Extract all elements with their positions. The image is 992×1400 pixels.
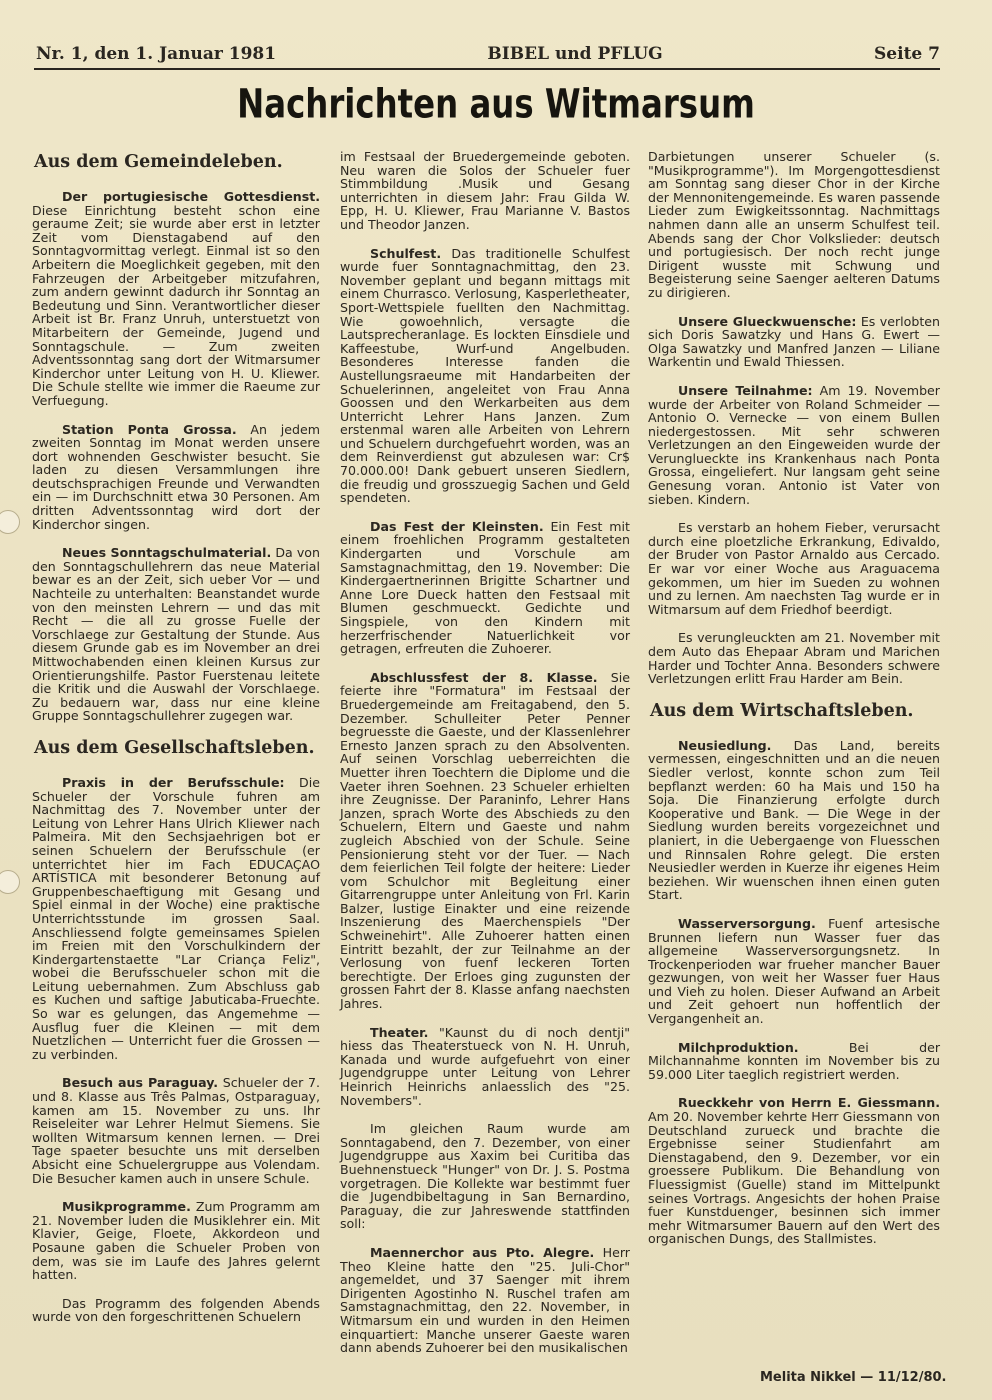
article-headline: Neues Sonntagschulmaterial. [62,545,272,561]
article-paragraph [32,1200,320,1282]
article-paragraph [340,671,630,1011]
column-2 [340,150,630,1370]
article [340,1026,630,1108]
section-heading: Aus dem Gemeindeleben. [34,152,283,172]
article-paragraph [340,247,630,505]
running-header [36,44,940,64]
article-headline: Rueckkehr von Herrn E. Giessmann. [678,1095,940,1111]
article [32,423,320,532]
article-headline: Musikprogramme. [62,1199,191,1215]
article [648,521,940,616]
article-paragraph [32,190,320,408]
issue-date: Nr. 1, den 1. Januar 1981 [36,44,277,64]
article-text: Ein Fest mit einem froehlichen Programm gestalteten Kindergarten und Vorschule am Samstagnachmittag, den 19. November: Die Kindergaertnerinnen Brigitte Schartner und Anne Lore Dueck hatten den Festsaal mit Blumen geschmueckt. Gedichte und Singspiele, von den Kindern mit herzerfrischender Natuerlichkeit vor getragen, erfreuten die Zuhoerer. [340,518,630,657]
article-text: Schueler der 7. und 8. Klasse aus Três Palmas, Ostparaguay, kamen am 15. November zu uns. Ihr Reiseleiter war Lehrer Helmut Siemens. Sie wollten Witmarsum kennen lernen. — Drei Tage spaeter besuchte uns mit derselben Absicht eine Schuelergruppe aus Volendam. Die Besucher kamen auch in unsere Schule. [32,1075,321,1186]
article [648,917,940,1026]
article-paragraph [32,546,320,723]
article [340,150,630,232]
article-text: Bei der Milchannahme konnten im November bis zu 59.000 Liter taeglich registriert werden. [648,1039,940,1082]
article-paragraph [340,520,630,656]
article-text: Darbietungen unserer Schueler (s. "Musikprogramme"). Im Morgengottesdienst am Sonntag sang dieser Chor in der Kirche der Mennonitengemeinde. Es waren passende Lieder zum Ewigkeitssonntag. Nachmittags nahmen dann alle an unserm Schulfest teil. Abends sang der Chor Volkslieder: deutsch und portugiesisch. Der noch recht junge Dirigent wusste mit Schwung und Begeisterung seine Saenger aelteren Datums zu dirigieren. [648,149,940,300]
article [340,247,630,505]
article [340,1122,630,1231]
article-headline: Maennerchor aus Pto. Alegre. [370,1244,595,1260]
article [32,776,320,1061]
article [340,671,630,1011]
article-headline: Unsere Teilnahme: [678,382,813,398]
article-text: Es verstarb an hohem Fieber, verursacht durch eine ploetzliche Erkrankung, Edivaldo, der Bruder von Pastor Arnaldo aus Cercado. Er war vor einer Woche aus Araguacema gekommen, um hier im Sueden zu wohnen und zu lernen. Am naechsten Tag wurde er in Witmarsum auf dem Friedhof beerdigt. [648,520,940,617]
article [648,1041,940,1082]
author-signature: Melita Nikkel — 11/12/80. [760,1370,947,1385]
article-text: Das Land, bereits vermessen, eingeschnitten und an die neuen Siedler verlost, konnte schon zum Teil bepflanzt werden: 60 ha Mais und 150 ha Soja. Die Finanzierung erfolgte durch Kooperative und Bank. — Die Wege in der Siedlung wurden bereits vorgezeichnet und planiert, in die Uebergaenge von Fluesschen und Rinnsalen Rohre gelegt. Die ersten Neusiedler werden in Kuerze ihr eigenes Heim beziehen. Wir wuenschen ihnen einen guten Start. [648,737,940,903]
article-text: Diese Einrichtung besteht schon eine geraume Zeit; sie wurde aber erst in letzter Zeit vom Dienstagabend auf den Sonntagvormittag verlegt. Einmal ist so den Arbeitern die Moeglichkeit gegeben, mit den Fahrzeugen der Arbeitgeber mitzufahren, zum andern gewinnt dadurch ihr Sonntag an Bedeutung und Sinn. Verantwortlicher dieser Arbeit ist Br. Franz Unruh, unterstuetzt von Mitarbeitern der Gemeinde, Jugend und Sonntagschule. — Zum zweiten Adventssonntag sang dort der Witmarsumer Kinderchor unter Leitung von H. U. Kliewer. Die Schule stellte wie immer die Raeume zur Verfuegung. [32,202,320,408]
article-headline: Abschlussfest der 8. Klasse. [370,669,598,685]
article [32,1297,320,1324]
article-paragraph [32,776,320,1061]
article [648,384,940,506]
article-paragraph [648,917,940,1026]
article [648,150,940,300]
article [340,520,630,656]
article-text: im Festsaal der Bruedergemeinde geboten. Neu waren die Solos der Schueler fuer Stimmbildung .Musik und Gesang unterrichten in diesem Jahr: Frau Gilda W. Epp, H. U. Kliewer, Frau Marianne V. Bastos und Theodor Janzen. [340,149,630,232]
article-paragraph [648,1096,940,1246]
paper-name: BIBEL und PFLUG [487,44,663,64]
article [648,315,940,369]
article-paragraph [648,521,940,616]
article-headline: Neusiedlung. [678,737,772,753]
article-text: Am 19. November wurde der Arbeiter von Roland Schmeider — Antonio O. Vernecke — von einem Bullen niedergestossen. Mit sehr schweren Verletzungen an den Eingeweiden wurde der Verunglueckte ins Krankenhaus nach Ponta Grossa, eingeliefert. Nur langsam geht seine Genesung voran. Antonio ist Vater von sieben. Kindern. [648,382,940,507]
article-paragraph [648,631,940,685]
article-text: Es verungleuckten am 21. November mit dem Auto das Ehepaar Abram und Marichen Harder und Tochter Anna. Besonders schwere Verletzungen erlitt Frau Harder am Bein. [648,630,940,687]
article-text: Es verlobten sich Doris Sawatzky und Hans G. Ewert — Olga Sawatzky und Manfred Janzen — Liliane Warkentin und Ewald Thiessen. [648,313,940,370]
article [32,1076,320,1185]
article-text: An jedem zweiten Sonntag im Monat werden unsere dort wohnenden Geschwister besucht. Sie laden zu diesen Versammlungen ihre deutschsprachigen Freunde und Verwandten ein — im Durchschnitt etwa 30 Personen. Am dritten Adventssonntag wird dort der Kinderchor singen. [32,421,320,532]
article-text: Am 20. November kehrte Herr Giessmann von Deutschland zurueck und brachte die Ergebnisse seiner Studienfahrt am Dienstagabend, den 9. Dezember, vor ein groessere Publikum. Die Behandlung von Fluessigmist (Guelle) stand im Mittelpunkt seines Vortrags. Angesichts der hohen Praise fuer Kunstduenger, besinnen sich immer mehr Witmarsumer Bauern auf den Wert des organischen Dungs, des Stallmistes. [648,1109,940,1247]
article-paragraph [340,1122,630,1231]
article [648,631,940,685]
article-paragraph [32,423,320,532]
article-text: Fuenf artesische Brunnen liefern nun Wasser fuer das allgemeine Wasserversorgungsnetz. In Trockenperioden war frueher mancher Bauer gezwungen, von weit her Wasser fuer Haus und Vieh zu holen. Dieser Aufwand an Arbeit und Zeit gehoert nun hoffentlich der Vergangenheit an. [648,915,940,1027]
article [32,1200,320,1282]
article [32,546,320,723]
article-text: Herr Theo Kleine hatte den "25. Juli-Chor" angemeldet, und 37 Saenger mit ihrem Dirigenten Agostinho N. Ruschel trafen am Samstagnachmittag, den 22. November, in Witmarsum ein und wurden in den Heimen einquartiert: Manche unserer Gaeste waren dann abends Zuhoerer bei den musikalischen [340,1244,630,1356]
article [340,1246,630,1355]
article-paragraph [340,150,630,232]
article [648,739,940,902]
article-headline: Theater. [370,1024,429,1040]
article-paragraph [340,1246,630,1355]
article-headline: Der portugiesische Gottesdienst. [62,189,320,204]
article-headline: Das Fest der Kleinsten. [370,518,544,534]
article-text: Das Programm des folgenden Abends wurde von den forgeschrittenen Schuelern [32,1295,320,1325]
article-headline: Wasserversorgung. [678,915,816,931]
article-paragraph [340,1026,630,1108]
article-headline: Besuch aus Paraguay. [62,1075,219,1091]
section-heading: Aus dem Gesellschaftsleben. [34,737,315,758]
article-paragraph [648,384,940,506]
article-paragraph [32,1297,320,1324]
article-text: Da von den Sonntagschullehrern das neue Material bewar es an der Zeit, sich ueber Vor — und Nachteile zu unterhalten: Beanstandet wurde von den meinsten Lehrern — und das mit Recht — die all zu grosse Fuelle der Vorschlaege zur Gestaltung der Stunde. Aus diesem Grunde gab es im November an drei Mittwochabenden einen kleinen Kursus zur Orientierungshilfe. Pastor Fuerstenau leitete die Kritik und die Auswahl der Vorschlaege. Zu bedauern war, dass nur eine kleine Gruppe Sonntagschullehrer zugegen war. [32,545,320,724]
article-paragraph [648,739,940,902]
punch-hole [0,870,20,894]
article-headline: Unsere Glueckwuensche: [678,313,857,329]
article [32,190,320,408]
punch-hole [0,510,20,534]
page-number: Seite 7 [874,44,940,64]
article-paragraph [648,1041,940,1082]
article-text: Im gleichen Raum wurde am Sonntagabend, den 7. Dezember, von einer Jugendgruppe aus Xaxim bei Curitiba das Buehnenstueck "Hunger" von Dr. J. S. Postma vorgetragen. Die Kollekte war bestimmt fuer die Jugendbibeltagung in San Bernardino, Paraguay, die zur Jahreswende stattfinden soll: [340,1121,630,1232]
article-paragraph [648,150,940,300]
article-paragraph [648,315,940,369]
header-rule [34,68,940,70]
column-1 [32,150,320,1339]
article-text: Das traditionelle Schulfest wurde fuer Sonntagnachmittag, den 23. November geplant und begann mittags mit einem Churrasco. Verlosung, Kasperletheater, Sport-Wettspiele fuellten den Nachmittag. Wie gowoehnlich, versagte die Lautsprecheranlage. Es lockten Einsdiele und Kaffeestube, Wurf-und Angelbuden. Besonderes Interesse fanden die Austellungsraeume mit Handarbeiten der Schuelerinnen, angeleitet von Frau Anna Goossen und den Werkarbeiten aus dem Unterricht Lehrer Hans Janzen. Zum erstenmal waren alle Arbeiten von Lehrern und Schuelern durchgefuehrt worden, was an dem Reinverdienst gut abzulesen war: Cr$ 70.000.00! Dank gebuert unseren Siedlern, die freudig und grosszuegig Sachen und Geld spendeten. [340,245,630,506]
column-3 [648,150,940,1261]
article-headline: Station Ponta Grossa. [62,421,237,437]
article-text: Sie feierte ihre "Formatura" im Festsaal der Bruedergemeinde am Freitagabend, den 5. Dezember. Schulleiter Peter Penner begruesste die Gaeste, und der Klassenlehrer Ernesto Janzen sprach zu den Absolventen. Auf seinen Vorschlag ueberreichten die Muetter ihren Toechtern die Diplome und die Vaeter ihren Soehnen. 23 Schueler erhielten ihre Zeugnisse. Der Paraninfo, Lehrer Hans Janzen, sprach Worte des Abschieds zu den Schuelern, Eltern und Gaeste und nahm zugleich Abschied von der Schule. Seine Pensionierung steht vor der Tuer. — Nach dem feierlichen Teil folgte der heitere: Lieder vom Schulchor mit Begleitung einer Gitarrengruppe unter Anleitung von Frl. Karin Balzer, lustige Einakter und eine reizende Inszenierung des Maerchenspiels "Der Schweinehirt". Alle Zuhoerer hatten einen Eintritt bezahlt, der zur Teilnahme an der Verlosung von fuenf leckeren Torten berechtigte. Der Erloes ging zugunsten der grossen Fahrt der 8. Klasse anfang naechsten Jahres. [340,669,630,1012]
page-title: Nachrichten aus Witmarsum [237,81,755,128]
article-headline: Milchproduktion. [678,1039,799,1055]
article-headline: Schulfest. [370,245,442,261]
article-text: Zum Programm am 21. November luden die Musiklehrer ein. Mit Klavier, Geige, Floete, Akkordeon und Posaune gaben die Schueler Proben von dem, was sie im Laufe des Jahres gelernt hatten. [32,1199,320,1283]
article [648,1096,940,1246]
article-headline: Praxis in der Berufsschule: [62,774,285,790]
article-text: Die Schueler der Vorschule fuhren am Nachmittag des 7. November unter der Leitung von Lehrer Hans Ulrich Kliewer nach Palmeira. Mit den Sechsjaehrigen bot er seinen Schuelern der Berufsschule (er unterrichtet hier im Fach EDUCAÇAO ARTÍSTICA mit besonderer Betonung auf Gruppenbeschaeftigung mit Gesang und Spiel einmal in der Woche) eine praktische Unterrichtsstunde im grossen Saal. Anschliessend folgte gemeinsames Spielen im Freien mit den Vorschulkindern der Kindergartenstaette "Lar Criança Feliz", wobei die Berufsschueler schon mit die Leitung uebernahmen. Zum Abschluss gab es Kuchen und saftige Jabuticaba-Fruechte. So war es gelungen, das Angemehme — Ausflug fuer die Kleinen — mit dem Nuetzlichen — Unterricht fuer die Grossen — zu verbinden. [32,774,320,1062]
article-text: "Kaunst du di noch dentji" hiess das Theaterstueck von N. H. Unruh, Kanada und wurde aufgefuehrt von einer Jugendgruppe unter Leitung von Lehrer Heinrich Heinrichs anlaesslich des "25. Novembers". [340,1024,630,1108]
article-paragraph [32,1076,320,1185]
section-heading: Aus dem Wirtschaftsleben. [650,700,914,721]
